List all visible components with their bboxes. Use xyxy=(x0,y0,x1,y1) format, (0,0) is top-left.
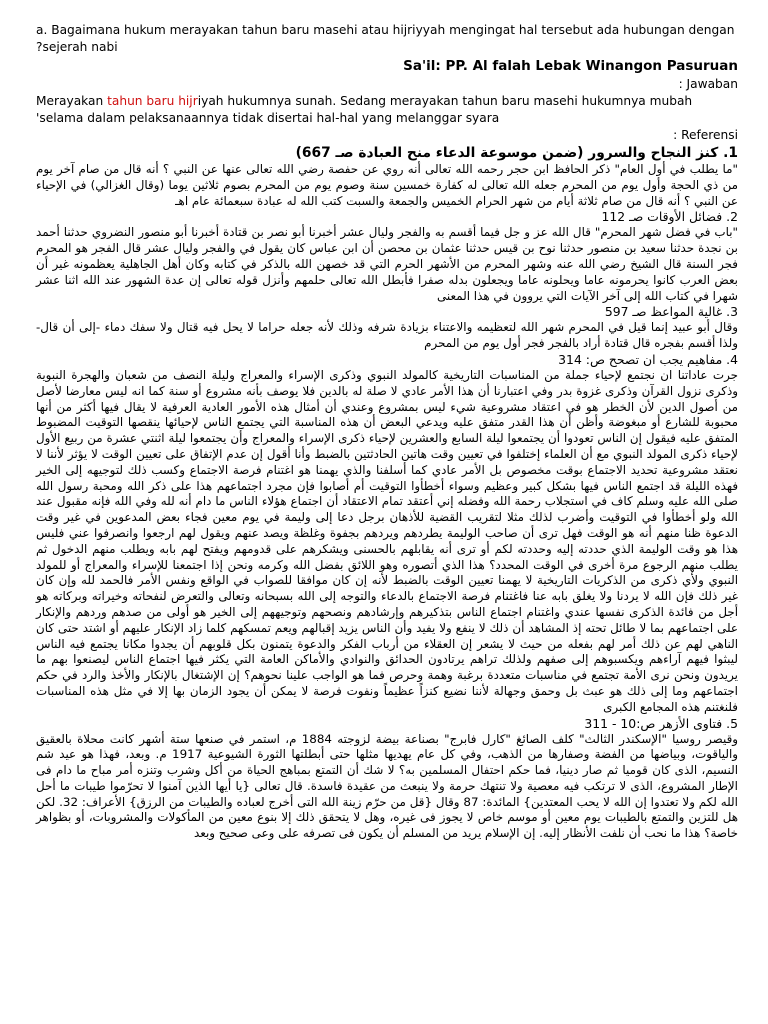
jawaban-label: : Jawaban xyxy=(678,77,738,91)
answer-text-i: i xyxy=(197,94,202,108)
reference-4 xyxy=(36,352,738,716)
reference-5-title: 5. فتاوى الأزهر ص:10 - 311 xyxy=(584,715,738,731)
answer-line-2: 'selama dalam pelaksanaannya tidak disertai hal-hal yang melanggar syara xyxy=(36,111,500,125)
reference-3-text: وقال أبو عبيد إنما قيل في المحرم شهر الله لتعظيمه والاعتناء بزيادة شرفه وذلك لأنه جعله حراما لا يحل فيه قتال ولا سفك دماء -إلى أن قال- ولذا أقسم بفجره قال قتادة أراد بالفجر فجر أول يوم من المحرم xyxy=(36,320,738,351)
answer-line-1 xyxy=(36,93,738,110)
reference-2 xyxy=(36,209,738,304)
reference-2-text: "باب في فضل شهر المحرم" قال الله عز و جل فيما أقسم به والفجر وليال عشر أخبرنا أبو نصر بن قتادة أخبرنا أبو منصور النضروي حدثنا أحمد بن نجدة حدثنا سعيد بن منصور حدثنا نوح بن قيس حدثنا عثمان بن محصن أن ابن عباس كان يقول في والفجر وليال عشر قال الفجر هو المحرم فجر السنة قال الشيخ رضي الله عنه وشهر المحرم من الأشهر الحرم التي قد خصهن الله بالذكر في كتابه وكان أهل الجاهلية يعظمونه غير أن بعض العرب كانوا يحرمونه عاما ويحلونه عاما ويجعلون بدله صفرا فأبطل الله تعالى حلمهم وأنزل قوله تعالى إن عدة الشهور عند الله اثنا عشر شهرا في كتاب الله إلى آخر الآيات التي يروون في هذا المعنى xyxy=(36,225,738,303)
answer-text-before: Merayakan xyxy=(36,94,108,108)
question-line-1: a. Bagaimana hukum merayakan tahun baru masehi atau hijriyyah mengingat hal tersebut ada hubungan dengan xyxy=(36,23,735,37)
reference-1-text: "ما يطلب في أول العام" ذكر الحافظ ابن حجر رحمه الله تعالى أنه روي عن حفصة رضي الله تعالى عنها عن النبي ؟ أنه قال من صام آخر يوم من ذي الحجة وأول يوم من المحرم جعله الله تعالى له كفارة خمسين سنة وصوم يوم من المحرم بصوم ثلاثين يوما (وقال الغزالي) في الإحياء عن النبي ؟ أنه قال من صام ثلاثة أيام من شهر الحرام الخميس والجمعة والسبت كتب الله له عبادة سبعمائة عام اهـ xyxy=(36,162,738,208)
answer-highlight-1: tahun baru hijr xyxy=(107,94,198,108)
reference-5-text: وقيصر روسيا "الإسكندر الثالث" كلف الصائغ "كارل فابرج" بصناعة بيضة لزوجته 1884 م، استمر في صنعها ستة أشهر كانت محلاة بالعقيق والياقوت، وبياضها من الفضة وصفارها من الذهب، وفي كل عام يهديها مثلها حتى أبطلتها الثورة الشيوعية 1917 م. وبعد، فهذا هو عيد شم النسيم، الذى كان قوميا ثم صار دينيا، فما حكم احتفال المسلمين به؟ لا شك أن التمتع بمباهج الحياة من أكل وشرب وتنزه أمر مباح ما دام فى الإطار المشروع، الذى لا ترتكب فيه معصية ولا تنتهك حرمة ولا ينبعث من عقيدة فاسدة. قال تعالى {يا أيها الذين آمنوا لا تحرّموا طيبات ما أحل الله لكم ولا تعتدوا إن الله لا يحب المعتدين} المائدة: 87 وقال {قل من حرّم زينة الله التى أخرج لعباده والطيبات من الرزق} الأعراف: 32. لكن هل للتزين والتمتع بالطيبات يوم معين أو موسم خاص لا يجوز فى غيره، وهل لا يتحقق ذلك إلا بنوع معين من المأكولات والمشروبات، أو بظواهر خاصة؟ هذا ما نحب أن نلفت الأنظار إليه. إن الإسلام يريد من المسلم أن يكون فى تصرفه على وعى صحيح وبعد xyxy=(36,731,738,841)
reference-4-text: جرت عاداتنا ان نجتمع لإحياء جملة من المناسبات التاريخية كالمولد النبوي وذكرى الإسراء والمعراج وليلة النصف من شعبان والهجرة النبوية وذكرى نزول القرآن وذكرى غزوة بدر وفي اعتبارنا أن هذا الأمر عادي لا صلة له بالدين فلا يوصف بأنه مشروع أو سنة كما انه ليس معارضا لأصل من أصول الدين لأن الخطر هو في اعتقاد مشروعية شيء ليس بمشروع وعندي أن أمثال هذه الأمور العادية العرفية لا يقال فيها أكثر من أنها محبوبة للشارع أو مبغوضة وأظن أن هذا القدر متفق عليه ويدعي البعض أن هذه المناسبة التي يجتمع الناس لإحيائها ينقصها التوقيت المضبوط المتفق عليه فيقول إن الناس تعودوا أن يجتمعوا ليلة السابع والعشرين لإحياء ذكرى الإسراء والمعراج وأن يجتمعوا ليلة اثنتي عشرة من ربيع الأول لإحياء ذكرى المولد النبوي مع أن العلماء إختلفوا في تعيين وقت هاتين الحادثتين بالضبط وأنا أقول إن عدم الإتفاق على تعيين الوقت لا يؤثر لأننا لا نعتقد مشروعية تحديد الاجتماع بوقت مخصوص بل الأمر عادي كما أسلفنا والذي يهمنا هو اغتنام فرصة الاجتماع وكسب ذلك لتوجيهه إلى الخير فهذه الليلة قد اجتمع الناس فيها بشكل كبير وعظيم وسواء أخطأوا التوقيت أم أصابوا فإن مجرد اجتماعهم هذا على ذكر الله ومحبة رسول الله صلى الله عليه وسلم كاف في استجلاب رحمة الله وفضله إني أعتقد تمام الاعتقاد أن اجتماع هؤلاء الناس ما دام أنه لله وفي الله فإنه مقبول عند الله ولو أخطأوا في التوقيت وأضرب لذلك مثلا لتقريب القضية للأذهان برجل دعا إلى وليمة في يوم معين فجاء بعض المدعوين في غير وقت الدعوة ظنا منهم أنه هو الوقت فهل ترى أن صاحب الوليمة يطردهم ويردهم بجفوة وغلظة ويصد عنهم ويقول لهم ارجعوا وانصرفوا عني فليس هذا هو وقت الوليمة الذي حددته إليه وحددته لكم أو ترى أنه يقابلهم بالحسنى ويشكرهم على قدومهم ويفتح لهم بابه ويطلب منهم الدخول ثم يطلب منهم الرجوع مرة أخرى في الوقت المحدد؟ هذا الذي أتصوره وهو اللائق بفضل الله وكرمه ونحن إذا اجتمعنا للإسراء والمعراج أو للمولد النبوي ولأي ذكرى من الذكريات التاريخية لا يهمنا تعيين الوقت بالضبط لأنه إن كان موافقا للصواب في الواقع ونفس الأمر فالحمد لله وإن كان غير ذلك فإن الله لا يردنا ولا يغلق بابه عنا فاغتنام فرصة الاجتماع بالدعاء والتوجه إلى الله بسبحانه وتعالى والتعرض لنفحاته وخيراته وبركاته هو أجل من فائدة الذكرى نفسها عندي واغتنام اجتماع الناس بتذكيرهم وإرشادهم ونصحهم وتوجيههم إلى الخير هو أولى من صدهم وردهم والإنكار على اجتماعهم بما لا طائل تحته إذ المشاهد أن ذلك لا ينفع ولا يفيد وأن الناس يزيد إقبالهم ويعم تمسكهم كلما زاد الإنكار عليهم أو اشتد حتى كان الناهي لهم عن ذلك أمر لهم بفعله من حيث لا يشعر إن العقلاء من أرباب الفكر والدعوة يتمنون بكل قلوبهم أن يجدوا مكانا يجتمع فيه الناس ليبثوا فيهم آراءهم ويكسبوهم إلى صفهم ولذلك تراهم يرتادون الحدائق والنوادي والأماكن العامة التي يكثر فيها اجتماع الناس ليصنعوا بهم ما يريدون ونحن نرى الأمة تجتمع في مناسبات متعددة برغبة وهمة وحرص فما هو الواجب علينا نحوهم؟ إن الإشتغال بالإنكار والأخذ والرد في حكم اجتماعهم وما إلى ذلك هو عبث بل وحمق وجهالة لأننا نضيع كنزاً عظيماً ونفوت فرصة لا يمكن أن يجود الزمان بها إلا في مثل هذه المناسبات فلنغتنم هذه المجامع الكبرى xyxy=(36,367,738,714)
reference-1-title: 1. كنز النجاح والسرور (ضمن موسوعة الدعاء منح العبادة صـ 667) xyxy=(295,145,738,161)
answer-text-after: yah hukumnya sunah. Sedang merayakan tahun baru masehi hukumnya mubah xyxy=(201,94,693,108)
reference-5 xyxy=(36,716,738,843)
reference-1 xyxy=(36,144,738,209)
reference-2-title: 2. فضائل الأوقات صـ 112 xyxy=(601,209,738,225)
question-line-2: ?sejerah nabi xyxy=(36,40,118,54)
reference-3 xyxy=(36,304,738,352)
referensi-label: : Referensi xyxy=(673,128,738,142)
reference-3-title: 3. غالية المواعظ صـ 597 xyxy=(604,304,738,320)
sail-line: Sa'il: PP. Al falah Lebak Winangon Pasuruan xyxy=(403,58,738,74)
answer xyxy=(36,93,738,127)
question xyxy=(36,22,738,56)
reference-4-title: 4. مفاهيم يجب ان تصحح ص: 314 xyxy=(558,351,738,367)
